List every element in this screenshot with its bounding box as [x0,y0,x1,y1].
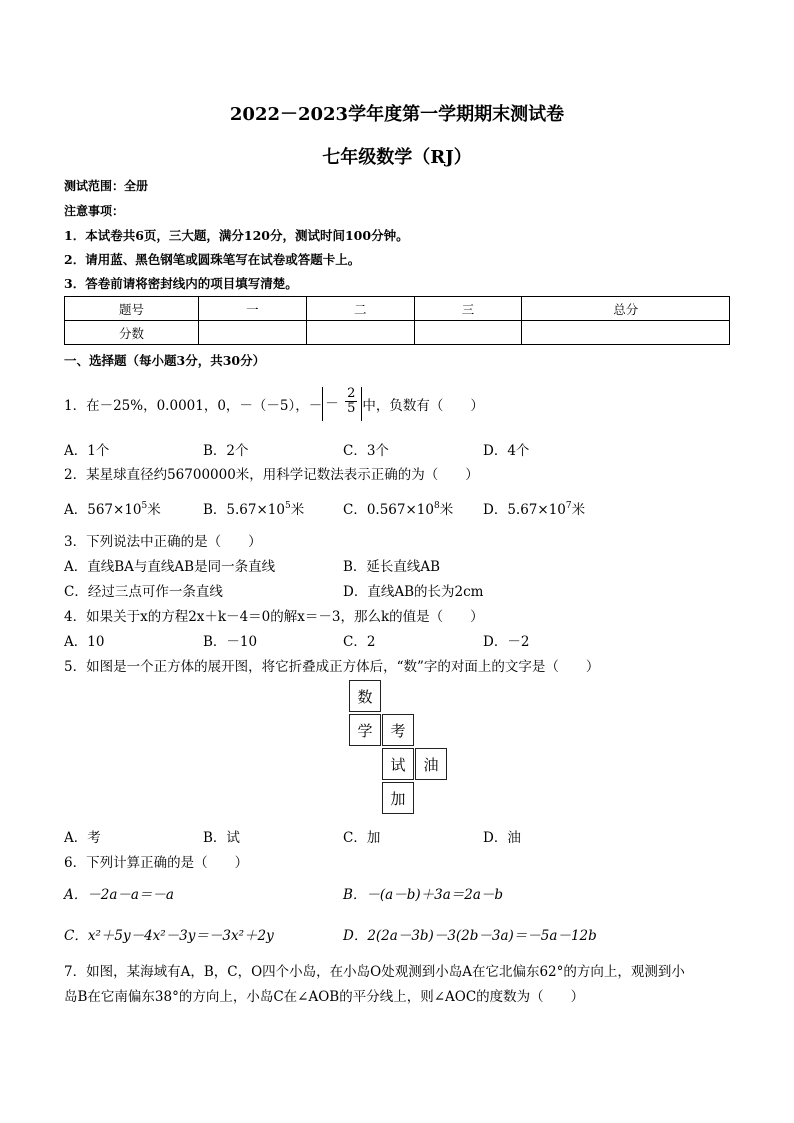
exam-title: 2022－2023学年度第一学期期末测试卷 [229,104,565,125]
fraction-denominator: 5 [347,401,356,416]
q1-option-b[interactable]: B．2个 [203,443,249,459]
q5-option-b[interactable]: B．试 [203,830,240,846]
exponent: 5 [284,501,291,511]
cube-net-figure [345,680,445,820]
q3-option-d[interactable]: D．直线AB的长为2cm [343,584,484,600]
section-title: 一、选择题（每小题3分，共30分） [64,353,266,368]
q2-option-c[interactable] [343,498,453,518]
q6-option-b[interactable]: B．－(a－b)＋3a＝2a－b [343,887,504,903]
q2-option-a[interactable] [64,498,161,518]
opt-text: B．5.67×10 [203,502,285,518]
question-5: 5．如图是一个正方体的展开图，将它折叠成正方体后，“数”字的对面上的文字是（ ） [64,659,600,675]
score-cell[interactable] [522,321,730,345]
q5-option-d[interactable]: D．油 [483,830,521,846]
q4-option-b[interactable]: B．－10 [203,634,258,650]
table-row [65,321,730,345]
q5-option-c[interactable]: C．加 [343,830,381,846]
exam-subtitle: 七年级数学（RJ） [322,147,472,168]
exponent: 7 [565,501,572,511]
q1-stem-post: 中，负数有（ ） [362,398,484,414]
fraction-numerator: 2 [347,386,356,401]
note-1: 1．本试卷共6页，三大题，满分120分，测试时间100分钟。 [64,228,409,243]
note-2: 2．请用蓝、黑色钢笔或圆珠笔写在试卷或答题卡上。 [64,252,361,267]
unit: 米 [571,502,586,518]
q3-option-a[interactable]: A．直线BA与直线AB是同一条直线 [64,559,276,575]
test-scope: 测试范围：全册 [64,179,149,193]
q4-option-d[interactable]: D．－2 [483,634,530,650]
question-4: 4．如果关于x的方程2x＋k－4＝0的解x＝－3，那么k的值是（ ） [64,609,484,625]
net-cell: 油 [415,748,447,780]
q4-option-c[interactable]: C．2 [343,634,376,650]
header-cell: 二 [306,297,414,321]
unit: 米 [147,502,161,518]
question-1 [64,384,484,424]
unit: 米 [439,502,454,518]
net-cell: 加 [382,782,414,814]
q6-option-d[interactable]: D．2(2a－3b)－3(2b－3a)＝－5a－12b [343,928,597,944]
q6-option-a[interactable]: A．－2a－a＝－a [64,887,174,903]
q1-stem-pre: 1．在－25%，0.0001，0，－（－5），－ [64,398,323,414]
header-cell: 一 [199,297,307,321]
row-label-cell: 分数 [65,321,199,345]
q1-option-c[interactable]: C．3个 [343,443,389,459]
header-cell: 题号 [65,297,199,321]
question-7-line-1: 7．如图，某海域有A，B，C，O四个小岛，在小岛O处观测到小岛A在它北偏东62°的方向上，观测到小 [64,964,685,980]
q3-option-c[interactable]: C．经过三点可作一条直线 [64,584,223,600]
absolute-value [322,387,362,421]
net-cell: 考 [382,714,414,746]
score-cell[interactable] [199,321,307,345]
question-6: 6．下列计算正确的是（ ） [64,855,249,871]
q5-option-a[interactable]: A．考 [64,830,101,846]
q2-option-b[interactable] [203,498,304,518]
score-cell[interactable] [306,321,414,345]
score-cell[interactable] [414,321,522,345]
opt-text: A．567×10 [64,502,142,518]
opt-text: D．5.67×10 [483,502,566,518]
note-3: 3．答卷前请将密封线内的项目填写清楚。 [64,276,298,291]
table-row [65,297,730,321]
exponent: 5 [141,501,148,511]
header-cell: 三 [414,297,522,321]
fraction [345,387,357,416]
notice-label: 注意事项： [64,204,125,218]
question-7-line-2: 岛B在它南偏东38°的方向上，小岛C在∠AOB的平分线上，则∠AOC的度数为（ ） [64,989,585,1005]
header-cell: 总分 [522,297,730,321]
q4-option-a[interactable]: A．10 [64,634,105,650]
exponent: 8 [433,501,440,511]
q1-option-a[interactable]: A．1个 [64,443,110,459]
q1-option-d[interactable]: D．4个 [483,443,530,459]
opt-text: C．0.567×10 [343,502,434,518]
q6-option-c[interactable]: C．x²＋5y－4x²－3y＝－3x²＋2y [64,928,274,944]
net-cell: 试 [382,748,414,780]
score-table [64,296,730,345]
frac-sign: － [325,395,339,412]
unit: 米 [290,502,305,518]
net-cell: 学 [349,714,381,746]
question-3: 3．下列说法中正确的是（ ） [64,534,262,550]
question-2: 2．某星球直径约56700000米，用科学记数法表示正确的为（ ） [64,467,479,483]
q2-option-d[interactable] [483,498,585,518]
q3-option-b[interactable]: B．延长直线AB [343,559,441,575]
net-cell: 数 [349,680,381,712]
